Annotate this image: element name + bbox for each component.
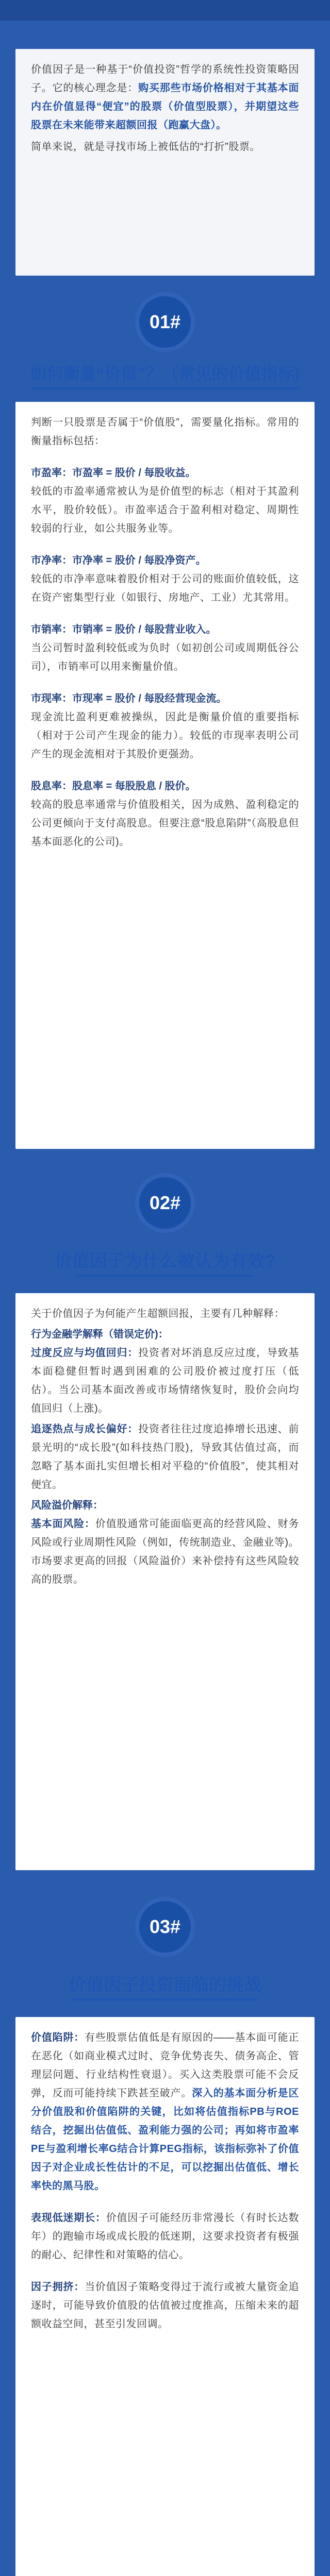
section-badge-1: 01# [139, 296, 191, 348]
challenge-desc: 当价值因子策略变得过于流行或被大量资金追逐时，可能导致价值股的估值被过度推高，压缩未来的超额收益空间，甚至引发回调。 [31, 2281, 299, 2330]
metric-term: 市净率： [31, 555, 72, 566]
intro-card [15, 49, 315, 276]
risk-heading: 风险溢价解释： [31, 1500, 103, 1511]
behavior-term: 追逐热点与成长偏好： [31, 1423, 139, 1435]
title-underline-2 [77, 1275, 253, 1277]
challenge-highlight: 深入的基本面分析是区分价值股和价值陷阱的关键，比如将估值指标PB与ROE结合，挖掘出估值低、盈利能力强的公司；再如将市盈率PE与盈利增长率G结合计算PEG指标，该指标弥补了价值因子对企业成长性估计的不足，可以挖掘出估值低、增长率快的黑马股。 [31, 2088, 299, 2192]
metric-pe [31, 464, 299, 538]
behavior-desc: 投资者对坏消息反应过度，导致基本面稳健但暂时遇到困难的公司股价被过度打压（低估）。当公司基本面改善或市场情绪恢复时，股价会向均值回归（上涨)。 [31, 1347, 299, 1414]
section-card-3 [15, 2017, 315, 2576]
section-title-3: 价值因子投资面临的挑战 [69, 1975, 261, 1995]
challenge-term: 因子拥挤： [31, 2281, 85, 2293]
title-underline-1 [31, 387, 299, 389]
challenge-item-3 [31, 2278, 299, 2333]
metric-dy [31, 777, 299, 851]
behavior-heading: 行为金融学解释（错误定价)： [31, 1329, 169, 1340]
intro-highlight: 购买那些市场价格相对于其基本面内在价值显得“便宜”的股票（价值型股票），并期望这些股票在未来能带来超额回报（跑赢大盘）。 [31, 82, 299, 131]
behavior-item-1 [31, 1344, 299, 1418]
section-badge-3: 03# [139, 1901, 191, 1953]
metric-desc: 较低的市净率意味着股价相对于公司的账面价值较低，这在资产密集型行业（如银行、房地产、工业）尤其常用。 [31, 573, 299, 603]
metric-desc: 现金流比盈利更难被操纵，因此是衡量价值的重要指标（相对于公司产生现金的能力）。较低的市现率表明公司产生的现金流相对于其股价更强劲。 [31, 711, 299, 760]
metric-pcf [31, 689, 299, 764]
metric-formula: 市现率 = 股价 / 每股经营现金流。 [72, 693, 227, 704]
metric-ps [31, 620, 299, 676]
section-title-2: 价值因子为什么被认为有效? [54, 1251, 276, 1271]
metric-formula: 市销率 = 股价 / 每股营业收入。 [72, 624, 217, 635]
metric-term: 市盈率： [31, 467, 72, 479]
metric-formula: 股息率 = 每股股息 / 股价。 [72, 781, 196, 792]
metric-desc: 较高的股息率通常与价值股相关，因为成熟、盈利稳定的公司更倾向于支付高股息。但要注意“股息陷阱”（高股息但基本面恶化的公司)。 [31, 799, 299, 848]
metric-desc: 较低的市盈率通常被认为是价值型的标志（相对于其盈利水平，股价较低）。市盈率适合于盈利相对稳定、周期性较弱的行业，如公共服务业等。 [31, 486, 299, 534]
challenge-item-2 [31, 2209, 299, 2264]
section-card-1 [15, 402, 315, 1149]
risk-desc: 价值股通常可能面临更高的经营风险、财务风险或行业周期性风险（例如，传统制造业、金融业等)。市场要求更高的回报（风险溢价）来补偿持有这些风险较高的股票。 [31, 1518, 299, 1585]
top-stripe [0, 0, 330, 21]
intro-text [31, 60, 299, 134]
section2-intro: 关于价值因子为何能产生超额回报，主要有几种解释： [31, 1308, 285, 1319]
metric-formula: 市盈率 = 股价 / 每股收益。 [72, 467, 196, 479]
intro-line1: 价值因子是一种基于“价值投资”哲学的系统性投资策略因子。它的核心理念是： [31, 64, 299, 94]
behavior-desc: 投资者往往过度追捧增长迅速、前景光明的“成长股”(如科技热门股)，导致其估值过高，而忽略了基本面扎实但增长相对平稳的“价值股”，使其相对便宜。 [31, 1423, 299, 1490]
metric-term: 市现率： [31, 693, 72, 704]
risk-item-1 [31, 1515, 299, 1589]
title-underline-3 [72, 1998, 258, 2001]
metric-term: 市销率： [31, 624, 72, 635]
challenge-desc: 价值因子可能经历非常漫长（有时长达数年）的跑输市场或成长股的低迷期，这要求投资者有极强的耐心、纪律性和对策略的信心。 [31, 2212, 299, 2261]
behavior-term: 过度反应与均值回归： [31, 1347, 139, 1359]
section-badge-2: 02# [139, 1177, 191, 1229]
metric-term: 股息率： [31, 781, 72, 792]
behavior-item-2 [31, 1420, 299, 1494]
risk-term: 基本面风险： [31, 1518, 95, 1530]
challenge-desc: 有些股票估值低是有原因的——基本面可能正在恶化（如商业模式过时、竞争优势丧失、债务高企、管理层问题、行业结构性衰退）。买入这类股票可能不会反弹，反而可能持续下跌甚至破产。 [31, 2032, 300, 2099]
challenge-term: 表现低迷期长： [31, 2212, 106, 2224]
challenge-item-1 [31, 2028, 299, 2195]
section1-intro: 判断一只股票是否属于“价值股”，需要量化指标。常用的衡量指标包括： [31, 417, 299, 447]
metric-formula: 市净率 = 股价 / 每股净资产。 [72, 555, 206, 566]
section-card-2 [15, 1293, 315, 1870]
intro-line2: 简单来说，就是寻找市场上被低估的“打折”股票。 [31, 141, 260, 152]
metric-pb [31, 551, 299, 607]
metric-desc: 当公司暂时盈利较低或为负时（如初创公司或周期低谷公司），市销率可以用来衡量价值。 [31, 642, 299, 672]
section-title-1: 如何衡量“价值”？（常见的价值指标) [30, 364, 300, 383]
challenge-term: 价值陷阱： [31, 2032, 85, 2043]
